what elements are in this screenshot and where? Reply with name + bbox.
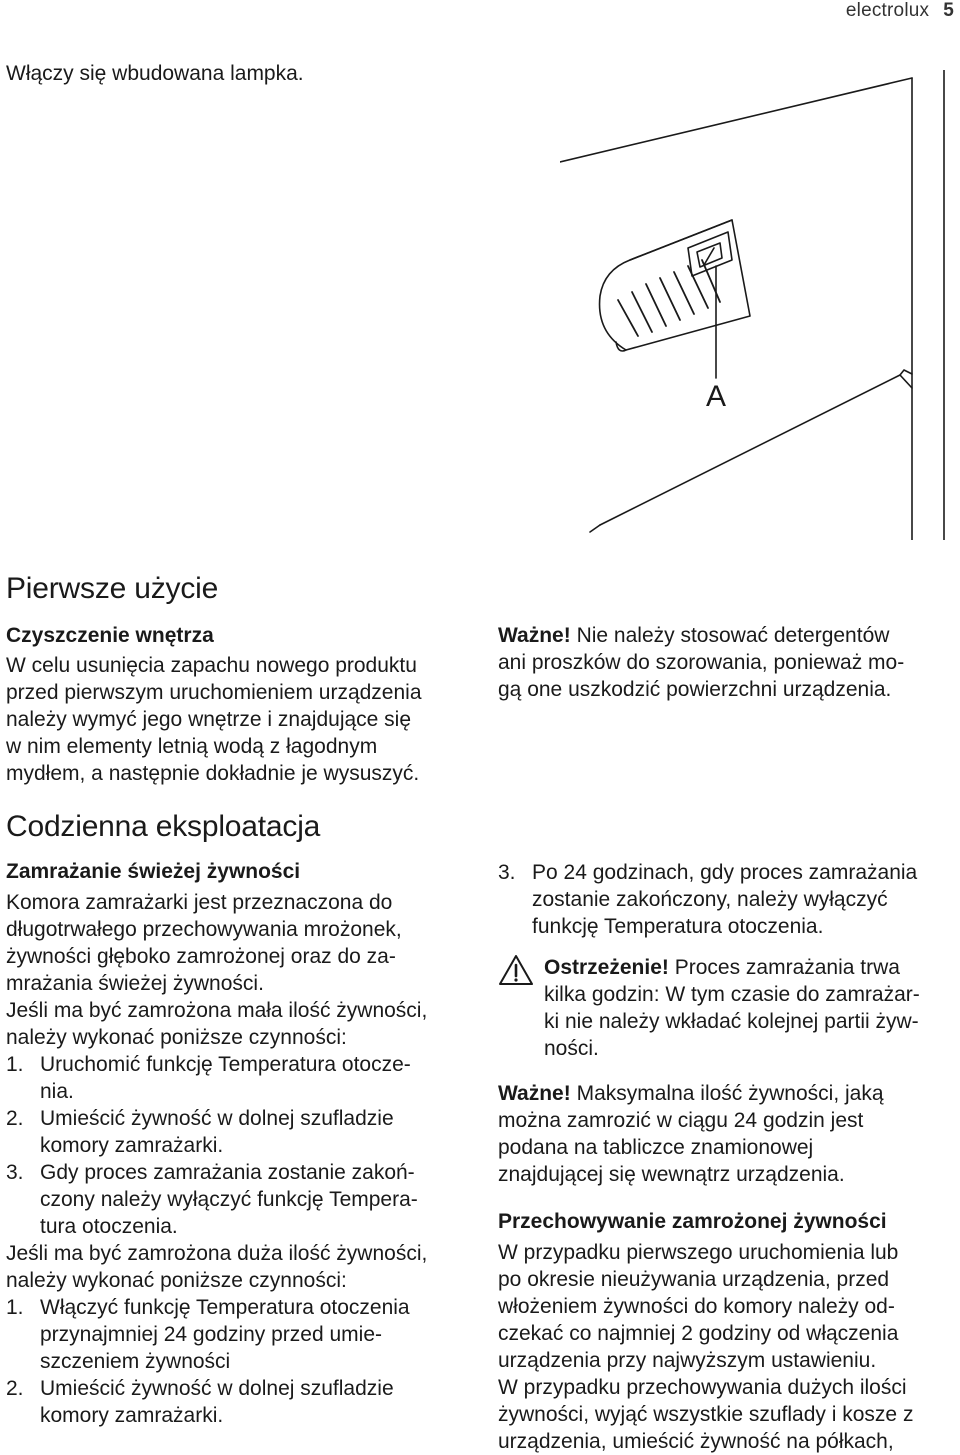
subtitle-cleaning-interior: Czyszczenie wnętrza — [6, 624, 214, 647]
storage-paragraph — [498, 1239, 958, 1455]
cleaning-paragraph — [6, 652, 466, 787]
freezing-left-column — [6, 889, 466, 1429]
text-line: żywności głęboko zamrożonej oraz do za- — [6, 945, 396, 968]
step-number: 3. — [498, 861, 516, 884]
text-line: włożeniem żywności do komory należy od- — [498, 1295, 895, 1318]
step-number: 1. — [6, 1296, 24, 1319]
section-title-daily-use: Codzienna eksploatacja — [6, 810, 321, 843]
note-label: Ważne! — [498, 624, 571, 647]
figure-label: A — [706, 380, 727, 413]
text-line: po okresie nieużywania urządzenia, przed — [498, 1268, 890, 1291]
list-item — [498, 859, 958, 940]
text-line: przed pierwszym uruchomieniem urządzenia — [6, 681, 422, 704]
step-number: 2. — [6, 1377, 24, 1400]
text-line: długotrwałego przechowywania mrożonek, — [6, 918, 402, 941]
step-number: 3. — [6, 1161, 24, 1184]
intro-text: Włączy się wbudowana lampka. — [6, 62, 304, 85]
warning-label: Ostrzeżenie! — [544, 956, 669, 979]
text-line: Proces zamrażania trwa — [674, 956, 900, 979]
text-line: zostanie zakończony, należy wyłączyć — [532, 888, 888, 911]
step-number: 1. — [6, 1053, 24, 1076]
text-line: ki nie należy wkładać kolejnej partii żyw- — [544, 1010, 919, 1033]
text-line: urządzenia, umieścić żywność na półkach, — [498, 1430, 894, 1453]
page-header — [846, 0, 954, 22]
text-line: ności. — [544, 1037, 599, 1060]
important-note-max-freeze — [498, 1080, 958, 1188]
text-line: W celu usunięcia zapachu nowego produktu — [6, 654, 417, 677]
text-line: Uruchomić funkcję Temperatura otocze- — [40, 1053, 411, 1076]
text-line: komory zamrażarki. — [40, 1134, 224, 1157]
text-line: żywności, wyjąć wszystkie szuflady i kosze z — [498, 1403, 914, 1426]
text-line: Włączyć funkcję Temperatura otoczenia — [40, 1296, 410, 1319]
warning-block — [498, 954, 958, 1062]
text-line: W przypadku pierwszego uruchomienia lub — [498, 1241, 899, 1264]
text-line: należy wykonać poniższe czynności: — [6, 1026, 347, 1049]
text-line: znajdującej się wewnątrz urządzenia. — [498, 1163, 845, 1186]
text-line: tura otoczenia. — [40, 1215, 178, 1238]
list-item — [6, 1159, 466, 1240]
text-line: mydłem, a następnie dokładnie je wysuszyć. — [6, 762, 420, 785]
text-line: nia. — [40, 1080, 74, 1103]
text-line: Maksymalna ilość żywności, jaką — [576, 1082, 884, 1105]
text-line: szczeniem żywności — [40, 1350, 231, 1373]
text-line: W przypadku przechowywania dużych ilości — [498, 1376, 907, 1399]
text-line: można zamrozić w ciągu 24 godzin jest — [498, 1109, 864, 1132]
warning-triangle-icon — [498, 954, 534, 986]
list-item — [6, 1105, 466, 1159]
text-line: podana na tabliczce znamionowej — [498, 1136, 814, 1159]
text-line: Gdy proces zamrażania zostanie zakoń- — [40, 1161, 415, 1184]
text-line: w nim elementy letnią wodą z łagodnym — [6, 735, 378, 758]
text-line: Jeśli ma być zamrożona duża ilość żywności, — [6, 1242, 428, 1265]
section-title-first-use: Pierwsze użycie — [6, 572, 219, 605]
text-line: należy wykonać poniższe czynności: — [6, 1269, 347, 1292]
text-line: Jeśli ma być zamrożona mała ilość żywności, — [6, 999, 428, 1022]
step-number: 2. — [6, 1107, 24, 1130]
text-line: gą one uszkodzić powierzchni urządzenia. — [498, 678, 892, 701]
note-label: Ważne! — [498, 1082, 571, 1105]
text-line: funkcję Temperatura otoczenia. — [532, 915, 824, 938]
list-item — [6, 1375, 466, 1429]
text-line: Po 24 godzinach, gdy proces zamrażania — [532, 861, 918, 884]
text-line: Nie należy stosować detergentów — [576, 624, 890, 647]
important-note-cleaning — [498, 622, 958, 703]
text-line: urządzenia przy najwyższym ustawieniu. — [498, 1349, 877, 1372]
text-line: mrażania świeżej żywności. — [6, 972, 264, 995]
refrigerator-lamp-illustration — [560, 70, 960, 540]
text-line: czekać co najmniej 2 godziny od włączenia — [498, 1322, 899, 1345]
text-line: czony należy wyłączyć funkcję Tempera- — [40, 1188, 418, 1211]
text-line: Umieścić żywność w dolnej szufladzie — [40, 1107, 394, 1130]
list-item — [6, 1294, 466, 1375]
text-line: należy wymyć jego wnętrze i znajdujące się — [6, 708, 412, 731]
text-line: Komora zamrażarki jest przeznaczona do — [6, 891, 393, 914]
list-item — [6, 1051, 466, 1105]
text-line: przynajmniej 24 godziny przed umie- — [40, 1323, 382, 1346]
text-line: ani proszków do szorowania, ponieważ mo- — [498, 651, 905, 674]
text-line: Umieścić żywność w dolnej szufladzie — [40, 1377, 394, 1400]
subtitle-freezing-fresh-food: Zamrażanie świeżej żywności — [6, 860, 301, 883]
freezing-right-column — [498, 859, 958, 1455]
brand-name: electrolux — [845, 0, 930, 21]
subtitle-storing-frozen-food: Przechowywanie zamrożonej żywności — [498, 1210, 887, 1233]
page-number: 5 — [943, 0, 954, 21]
text-line: komory zamrażarki. — [40, 1404, 224, 1427]
text-line: kilka godzin: W tym czasie do zamrażar- — [544, 983, 920, 1006]
